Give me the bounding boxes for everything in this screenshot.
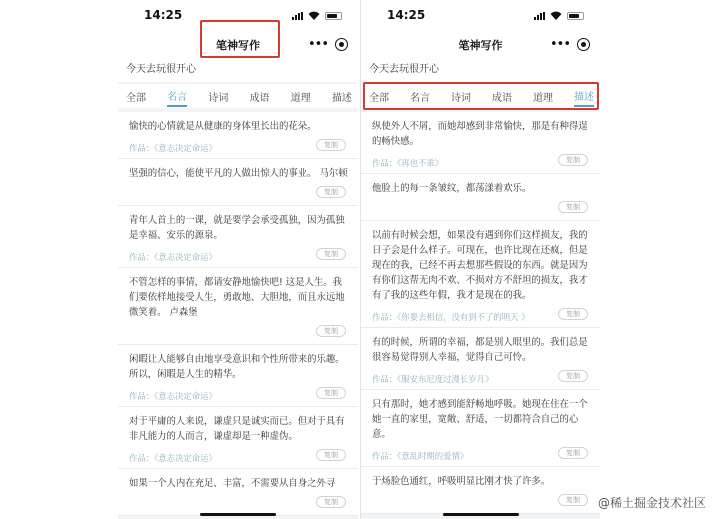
battery-icon xyxy=(325,12,342,20)
more-icon[interactable]: ••• xyxy=(549,37,570,52)
item-source: 作品：《你要去相信，没有到不了的明天 》 xyxy=(372,312,530,322)
copy-button[interactable]: 复制 xyxy=(558,308,588,320)
tab-2[interactable]: 诗词 xyxy=(451,92,471,104)
item-text: 只有那时，她才感到能舒畅地呼吸。她现在住在一个她一直的家里，宽敞、舒适，一切都符合自己的心意。 xyxy=(372,399,588,440)
item-text: 青年人首上的一课，就是要学会承受孤独，因为孤独是幸福、安乐的源泉。 xyxy=(129,215,345,241)
item-text: 不管怎样的事情，都请安静地愉快吧! 这是人生。我们要依样地接受人生，勇敢地、大胆地，而且永远地微笑着。 卢森堡 xyxy=(129,277,345,318)
item-text: 他脸上的每一条皱纹，都荡漾着欢乐。 xyxy=(372,183,532,194)
copy-button[interactable]: 复制 xyxy=(316,248,346,260)
more-icon[interactable]: ••• xyxy=(307,37,328,52)
list-item xyxy=(118,268,358,345)
copy-button[interactable]: 复制 xyxy=(316,186,346,198)
item-source: 作品：《意志决定命运》 xyxy=(129,252,217,262)
list-item xyxy=(118,206,358,268)
item-text: 如果一个人内在充足、丰富，不需要从自身之外寻 xyxy=(129,478,336,489)
list-item xyxy=(361,174,600,221)
phone-screen-right xyxy=(360,0,600,519)
signal-icon xyxy=(534,12,545,20)
home-indicator xyxy=(200,513,276,516)
status-bar xyxy=(361,0,600,30)
copy-button[interactable]: 复制 xyxy=(558,370,588,382)
watermark-text: @稀土掘金技术社区 xyxy=(597,496,706,510)
list-item xyxy=(361,221,600,328)
list-item xyxy=(118,345,358,407)
nav-bar xyxy=(361,30,600,60)
item-text: 于炀脸色通红，呼吸明显比刚才快了许多。 xyxy=(372,476,551,487)
tab-5[interactable]: 描述 xyxy=(331,92,352,104)
tab-3[interactable]: 成语 xyxy=(249,92,270,104)
status-bar xyxy=(118,0,358,30)
app-title: 笔神写作 xyxy=(458,39,503,52)
item-text: 对于平庸的人来说，谦虚只是诚实而已。但对于具有非凡能力的人而言，谦虚却是一种虚伪。 xyxy=(129,416,345,442)
phone-screen-left xyxy=(118,0,358,519)
list-item xyxy=(118,112,358,159)
nav-bar xyxy=(118,30,358,60)
tab-0[interactable]: 全部 xyxy=(126,92,146,104)
result-list xyxy=(118,112,358,519)
copy-button[interactable]: 复制 xyxy=(558,201,588,213)
search-query: 今天去玩很开心 xyxy=(118,60,358,82)
item-source: 作品：《意乱时期的爱情》 xyxy=(372,451,469,461)
list-item xyxy=(361,467,600,514)
search-query: 今天去玩很开心 xyxy=(361,60,600,82)
list-item xyxy=(361,328,600,390)
item-text: 以前有时候会想，如果没有遇到你们这样损友，我的日子会是什么样子。可现在，也许比现在还疯，但是现在的我，已经不再去想那些假设的东西。就是因为有你们这帮无肉不欢、不损对方不舒坦的损友，我才有了我的这些年假，我才是现在的我。 xyxy=(372,230,588,301)
item-text: 坚强的信心，能使平凡的人做出惊人的事业。 马尔顿 xyxy=(129,168,348,179)
close-miniprogram-icon[interactable] xyxy=(335,38,348,51)
list-item xyxy=(361,390,600,467)
result-list xyxy=(361,112,600,519)
item-text: 闲暇让人能够自由地享受意识和个性所带来的乐趣。所以，闲暇是人生的精华。 xyxy=(129,354,345,380)
copy-button[interactable]: 复制 xyxy=(316,449,346,461)
item-source: 作品：《意志决定命运》 xyxy=(129,391,217,401)
wifi-icon xyxy=(308,11,320,20)
tab-1[interactable]: 名言 xyxy=(410,92,430,104)
list-item xyxy=(361,112,600,174)
item-text: 有的时候，所谓的幸福，都是别人眼里的。我们总是很容易觉得别人幸福，觉得自己可怜。 xyxy=(372,337,588,363)
item-text: 愉快的心情就是从健康的身体里长出的花朵。 xyxy=(129,121,317,132)
copy-button[interactable]: 复制 xyxy=(558,494,588,506)
close-miniprogram-icon[interactable] xyxy=(577,38,590,51)
item-source: 作品：《意志决定命运》 xyxy=(129,143,217,153)
battery-icon xyxy=(567,12,584,20)
copy-button[interactable]: 复制 xyxy=(316,325,346,337)
tab-0[interactable]: 全部 xyxy=(369,92,389,104)
item-source: 作品：《再也不乖》 xyxy=(372,158,444,168)
item-source: 作品：《意志决定命运》 xyxy=(129,453,217,463)
list-item xyxy=(118,407,358,469)
copy-button[interactable]: 复制 xyxy=(316,139,346,151)
tab-4[interactable]: 道理 xyxy=(290,92,311,104)
app-title: 笔神写作 xyxy=(216,39,260,52)
copy-button[interactable]: 复制 xyxy=(316,387,346,399)
tab-3[interactable]: 成语 xyxy=(492,92,512,104)
status-time: 14:25 xyxy=(387,8,426,22)
list-item xyxy=(118,159,358,206)
category-tabs xyxy=(361,84,600,108)
tab-4[interactable]: 道理 xyxy=(533,92,553,104)
status-time: 14:25 xyxy=(144,8,183,22)
copy-button[interactable]: 复制 xyxy=(316,496,346,508)
watermark xyxy=(598,494,706,511)
wifi-icon xyxy=(550,11,562,20)
copy-button[interactable]: 复制 xyxy=(558,154,588,166)
item-text: 纵使外人不屑，而她却感到非常愉快，那是有种得逞的畅快感。 xyxy=(372,121,588,147)
list-item xyxy=(118,469,358,516)
item-source: 作品：《服安东尼度过漫长岁月》 xyxy=(372,374,494,384)
copy-button[interactable]: 复制 xyxy=(558,447,588,459)
tab-1[interactable]: 名言 xyxy=(167,86,187,107)
tab-2[interactable]: 诗词 xyxy=(208,92,229,104)
category-tabs xyxy=(118,84,358,108)
signal-icon xyxy=(292,12,303,20)
home-indicator xyxy=(443,513,519,516)
tab-5[interactable]: 描述 xyxy=(574,86,594,107)
